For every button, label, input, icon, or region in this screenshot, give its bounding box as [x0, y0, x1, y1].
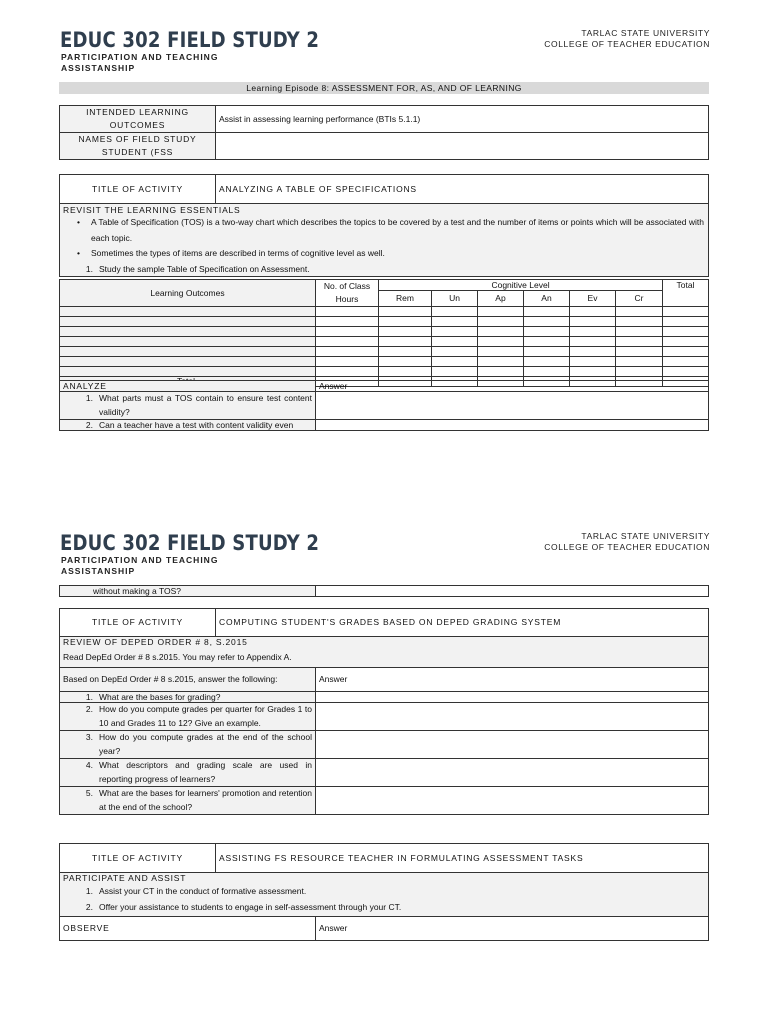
names-value-field[interactable]: [216, 133, 709, 160]
course-subtitle: [61, 555, 218, 576]
activity3-title-label: TITLE OF ACTIVITY: [60, 844, 216, 873]
tos-row: [60, 337, 709, 347]
answer-field[interactable]: [316, 692, 709, 703]
answer-label[interactable]: Answer: [316, 917, 709, 941]
course-title: EDUC 302 FIELD STUDY 2: [60, 28, 320, 52]
answer-field[interactable]: [316, 731, 709, 759]
activity3-table: [59, 843, 709, 941]
tos-col-hours: No. of Class Hours: [316, 280, 379, 307]
analyze-continuation-table: [59, 585, 709, 597]
tos-col-learning-outcomes: Learning Outcomes: [60, 280, 316, 307]
subtitle-line-2: ASSISTANSHIP: [61, 565, 136, 576]
participate-item-2: 2. Offer your assistance to students to engage in self-assessment through your CT.: [85, 901, 402, 912]
info-table: [59, 105, 709, 160]
answer-field[interactable]: [316, 703, 709, 731]
tos-level-an: An: [524, 291, 570, 307]
ilo-value: Assist in assessing learning performance (BTIs 5.1.1): [216, 106, 709, 133]
tos-col-total: Total: [663, 280, 709, 307]
names-label: NAMES OF FIELD STUDY STUDENT (FSS: [60, 133, 216, 160]
grading-question-2: 2. How do you compute grades per quarter for Grades 1 to 10 and Grades 11 to 12? Give an example.: [60, 703, 316, 731]
tos-row: [60, 307, 709, 317]
analyze-table: [59, 380, 709, 431]
college-name: COLLEGE OF TEACHER EDUCATION: [544, 541, 710, 552]
activity3-title-value: ASSISTING FS RESOURCE TEACHER IN FORMULATING ASSESSMENT TASKS: [216, 844, 709, 873]
activity2-title-value: COMPUTING STUDENT'S GRADES BASED ON DEPED GRADING SYSTEM: [216, 609, 709, 637]
tos-row: [60, 357, 709, 367]
answer-field[interactable]: [316, 787, 709, 815]
activity1-title-table: [59, 174, 709, 277]
tos-level-un: Un: [432, 291, 478, 307]
subtitle-line-1: PARTICIPATION AND TEACHING: [61, 52, 219, 62]
activity1-essentials: [60, 204, 709, 277]
analyze-question-2: 2. Can a teacher have a test with content validity even: [60, 420, 316, 431]
grading-question-4: 4. What descriptors and grading scale are used in reporting progress of learners?: [60, 759, 316, 787]
activity3-participate: [60, 873, 709, 917]
subtitle-line-1: PARTICIPATION AND TEACHING: [61, 555, 219, 565]
tos-row: [60, 367, 709, 377]
tos-row: [60, 347, 709, 357]
activity1-title-label: TITLE OF ACTIVITY: [60, 175, 216, 204]
tos-level-ev: Ev: [570, 291, 616, 307]
activity2-table: [59, 608, 709, 815]
analyze-question-1: 1. What parts must a TOS contain to ensure test content validity?: [60, 392, 316, 420]
answer-label: Answer: [316, 668, 709, 692]
subtitle-line-2: ASSISTANSHIP: [61, 62, 136, 73]
ilo-label: INTENDED LEARNING OUTCOMES: [60, 106, 216, 133]
tos-row: [60, 317, 709, 327]
bullet-item: • Sometimes the types of items are described in terms of cognitive level as well.: [77, 248, 385, 258]
observe-label: OBSERVE: [60, 917, 316, 941]
tos-table: [59, 279, 709, 387]
university-name: TARLAC STATE UNIVERSITY: [581, 531, 710, 541]
tos-row: [60, 327, 709, 337]
university-block: [470, 28, 710, 49]
activity2-title-label: TITLE OF ACTIVITY: [60, 609, 216, 637]
numbered-item: 1. Study the sample Table of Specification on Assessment.: [85, 263, 310, 274]
university-name: TARLAC STATE UNIVERSITY: [581, 28, 710, 38]
college-name: COLLEGE OF TEACHER EDUCATION: [544, 38, 710, 49]
tos-level-cr: Cr: [616, 291, 663, 307]
tos-level-ap: Ap: [478, 291, 524, 307]
course-title: EDUC 302 FIELD STUDY 2: [60, 531, 320, 555]
activity2-review: [60, 637, 709, 668]
tos-col-cognitive-level: Cognitive Level: [379, 280, 663, 291]
episode-title: Learning Episode 8: ASSESSMENT FOR, AS, AND OF LEARNING: [59, 82, 709, 94]
university-block: [470, 531, 710, 552]
bullet-item: • A Table of Specification (TOS) is a two-way chart which describes the topics to be covered by a test and the number of items or points which will be associated with each topic.: [77, 217, 704, 243]
essentials-heading: REVISIT THE LEARNING ESSENTIALS: [63, 205, 241, 215]
based-on-instruction: Based on DepEd Order # 8 s.2015, answer the following:: [60, 668, 316, 692]
answer-field[interactable]: [316, 586, 709, 597]
tos-level-rem: Rem: [379, 291, 432, 307]
answer-label: Answer: [316, 381, 709, 392]
participate-item-1: 1. Assist your CT in the conduct of formative assessment.: [85, 886, 307, 896]
grading-question-5: 5. What are the bases for learners' promotion and retention at the end of the school?: [60, 787, 316, 815]
grading-question-3: 3. How do you compute grades at the end of the school year?: [60, 731, 316, 759]
answer-field[interactable]: [316, 420, 709, 431]
course-subtitle: [61, 52, 218, 73]
participate-heading: PARTICIPATE AND ASSIST: [63, 873, 187, 883]
answer-field[interactable]: [316, 759, 709, 787]
analyze-label: ANALYZE: [60, 381, 316, 392]
grading-question-1: 1. What are the bases for grading?: [60, 692, 316, 703]
answer-field[interactable]: [316, 392, 709, 420]
analyze-question-2-continued: without making a TOS?: [60, 586, 316, 597]
read-instruction: Read DepEd Order # 8 s.2015. You may refer to Appendix A.: [63, 652, 292, 662]
activity1-title-value: ANALYZING A TABLE OF SPECIFICATIONS: [216, 175, 709, 204]
review-heading: REVIEW OF DEPED ORDER # 8, S.2015: [63, 637, 248, 647]
